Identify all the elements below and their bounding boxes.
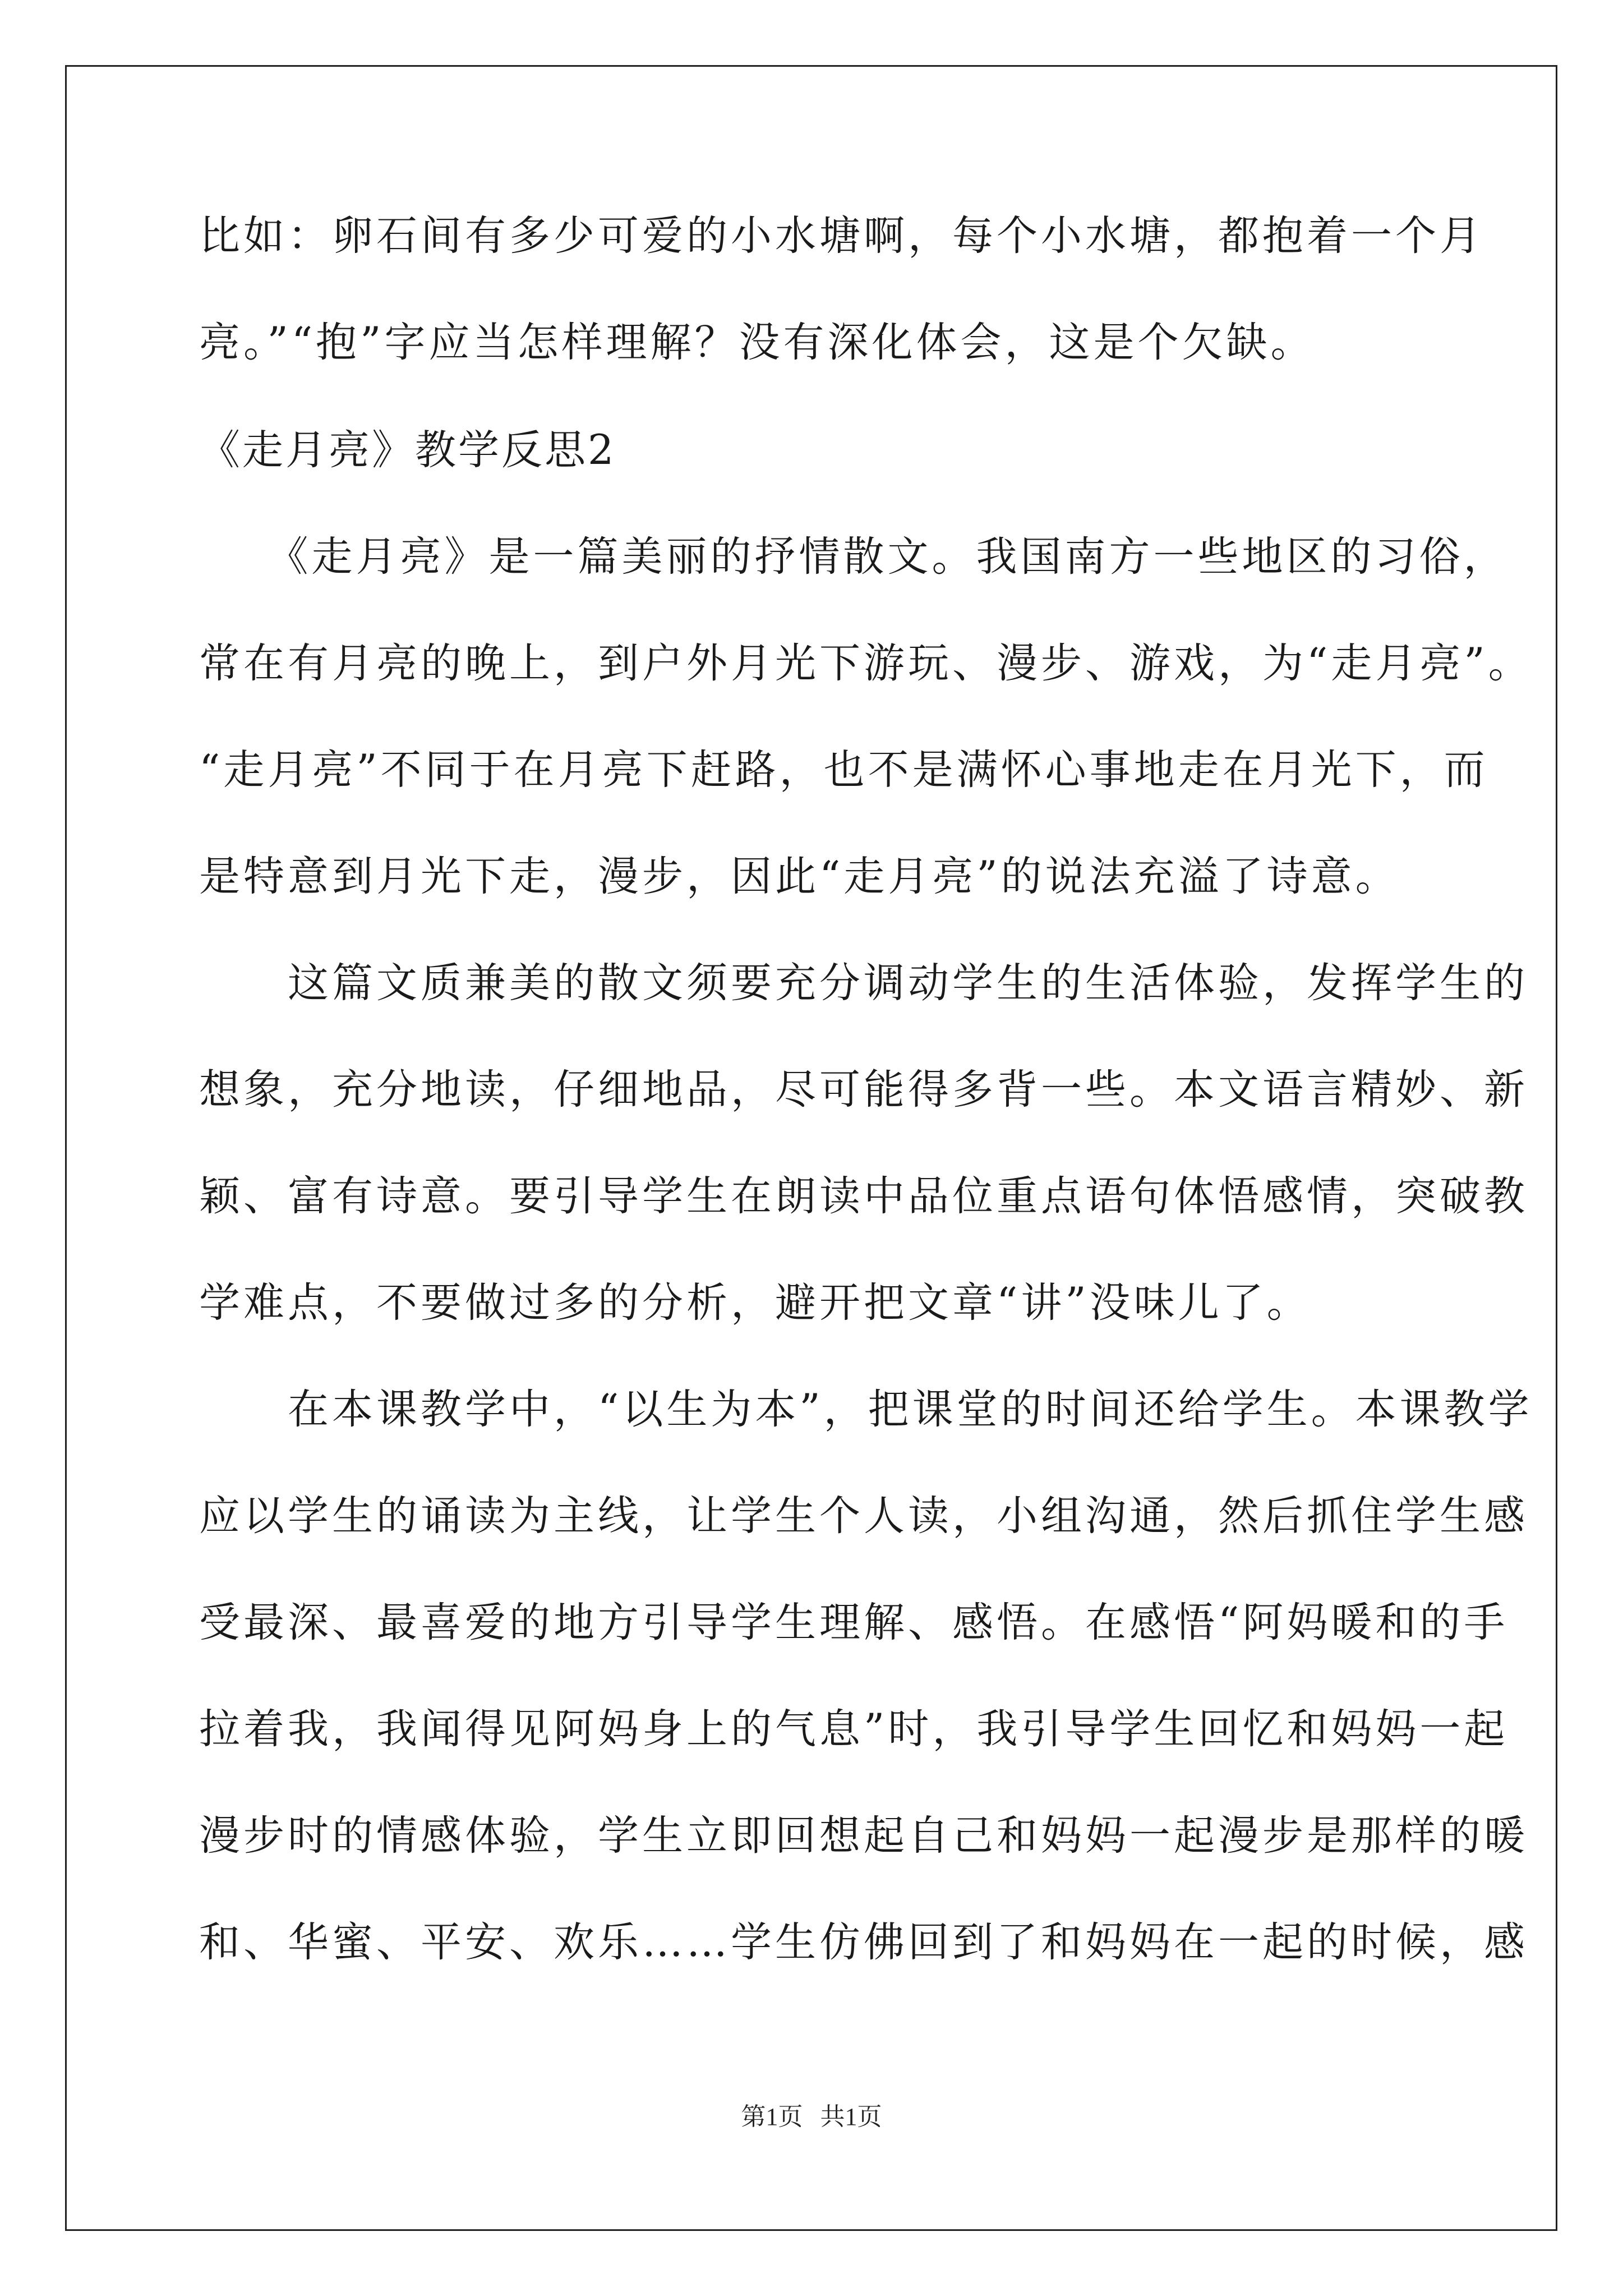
- body-line: 亮。”“抱”字应当怎样理解？没有深化体会，这是个欠缺。: [199, 319, 1315, 366]
- body-line: 漫步时的情感体验，学生立即回想起自己和妈妈一起漫步是那样的暖: [199, 1812, 1528, 1860]
- body-line: 拉着我，我闻得见阿妈身上的气息”时，我引导学生回忆和妈妈一起: [199, 1705, 1509, 1753]
- body-line: 比如：卵石间有多少可爱的小水塘啊，每个小水塘，都抱着一个月: [199, 212, 1484, 260]
- page-total: 共1页: [820, 2103, 882, 2131]
- body-line: 应以学生的诵读为主线，让学生个人读，小组沟通，然后抓住学生感: [199, 1492, 1528, 1540]
- paragraph-first-line: 这篇文质兼美的散文须要充分调动学生的生活体验，发挥学生的: [199, 959, 1528, 1007]
- body-line: 常在有月亮的晚上，到户外月光下游玩、漫步、游戏，为“走月亮”。: [199, 639, 1533, 687]
- body-line: “走月亮”不同于在月亮下赶路，也不是满怀心事地走在月光下，而: [199, 746, 1488, 794]
- body-line: 颖、富有诗意。要引导学生在朗读中品位重点语句体悟感情，突破教: [199, 1172, 1528, 1220]
- paragraph-first-line: 《走月亮》是一篇美丽的抒情散文。我国南方一些地区的习俗，: [199, 533, 1508, 581]
- page-number: 第1页: [741, 2103, 803, 2131]
- page-footer: [0, 2100, 1623, 2134]
- body-line: 是特意到月光下走，漫步，因此“走月亮”的说法充溢了诗意。: [199, 853, 1400, 900]
- section-heading: 《走月亮》教学反思2: [199, 426, 616, 474]
- page-border: [65, 65, 1557, 2231]
- body-line: 和、华蜜、平安、欢乐……学生仿佛回到了和妈妈在一起的时候，感: [199, 1918, 1528, 1966]
- body-line: 学难点，不要做过多的分析，避开把文章“讲”没味儿了。: [199, 1279, 1311, 1327]
- body-line: 想象，充分地读，仔细地品，尽可能得多背一些。本文语言精妙、新: [199, 1066, 1528, 1114]
- body-line: 受最深、最喜爱的地方引导学生理解、感悟。在感悟“阿妈暖和的手: [199, 1599, 1509, 1646]
- paragraph-first-line: 在本课教学中，“以生为本”，把课堂的时间还给学生。本课教学: [199, 1386, 1533, 1433]
